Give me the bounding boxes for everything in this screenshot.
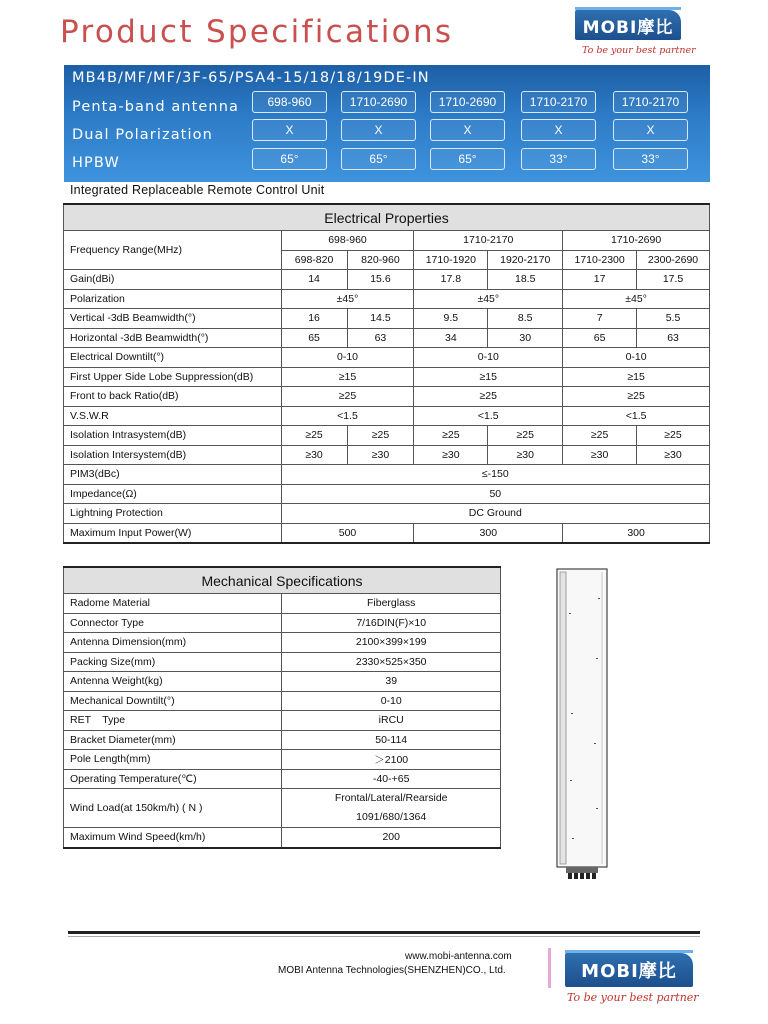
cell: 63 bbox=[347, 328, 414, 348]
row-label: Wind Load(at 150km/h) ( N ) bbox=[64, 789, 282, 828]
footer-logo-text: MOBI摩比 bbox=[581, 961, 677, 982]
table-row bbox=[64, 367, 710, 387]
cell: 50-114 bbox=[282, 730, 501, 750]
footer-url[interactable]: www.mobi-antenna.com bbox=[405, 951, 512, 962]
cell: ≥15 bbox=[563, 367, 710, 387]
cell: 2330×525×350 bbox=[282, 652, 501, 672]
antenna-product-image bbox=[556, 568, 608, 880]
subtitle: Integrated Replaceable Remote Control Unit bbox=[70, 183, 325, 197]
cell: Fiberglass bbox=[282, 594, 501, 614]
table-row bbox=[64, 426, 710, 446]
cell: ≥30 bbox=[414, 445, 488, 465]
banner-pol-cell: X bbox=[252, 119, 327, 141]
cell: 16 bbox=[281, 309, 347, 329]
product-banner bbox=[64, 65, 710, 182]
row-label: Front to back Ratio(dB) bbox=[64, 387, 282, 407]
cell: ≥30 bbox=[281, 445, 347, 465]
row-label: Maximum Wind Speed(km/h) bbox=[64, 828, 282, 848]
row-label: Frequency Range(MHz) bbox=[64, 231, 282, 270]
row-label: Gain(dBi) bbox=[64, 270, 282, 290]
cell: 500 bbox=[281, 523, 414, 543]
cell: 18.5 bbox=[488, 270, 563, 290]
row-label: Isolation Intersystem(dB) bbox=[64, 445, 282, 465]
row-label: Bracket Diameter(mm) bbox=[64, 730, 282, 750]
cell: 7 bbox=[563, 309, 637, 329]
table-row bbox=[64, 484, 710, 504]
banner-hpbw-cell: 33° bbox=[613, 148, 688, 170]
banner-pol-cell: X bbox=[430, 119, 505, 141]
banner-band-cell: 1710-2690 bbox=[341, 91, 416, 113]
cell: 8.5 bbox=[488, 309, 563, 329]
cell: 0-10 bbox=[281, 348, 414, 368]
row-label: Connector Type bbox=[64, 613, 282, 633]
cell: iRCU bbox=[282, 711, 501, 731]
cell: 5.5 bbox=[637, 309, 710, 329]
row-label: Operating Temperature(℃) bbox=[64, 769, 282, 789]
cell: ＞2100 bbox=[282, 750, 501, 770]
row-label: Polarization bbox=[64, 289, 282, 309]
subband: 1920-2170 bbox=[488, 250, 563, 270]
row-label: Mechanical Downtilt(°) bbox=[64, 691, 282, 711]
logo-text: MOBI摩比 bbox=[582, 17, 674, 38]
table-row bbox=[64, 633, 501, 653]
cell: ≥25 bbox=[488, 426, 563, 446]
cell: ≥25 bbox=[414, 426, 488, 446]
cell bbox=[282, 789, 501, 828]
electrical-properties-table bbox=[63, 203, 710, 544]
row-label: Lightning Protection bbox=[64, 504, 282, 524]
table-row bbox=[64, 711, 501, 731]
row-label: Pole Length(mm) bbox=[64, 750, 282, 770]
cell: <1.5 bbox=[563, 406, 710, 426]
row-label: Horizontal -3dB Beamwidth(°) bbox=[64, 328, 282, 348]
cell: 50 bbox=[281, 484, 709, 504]
cell: ≥30 bbox=[488, 445, 563, 465]
mechanical-specifications-table bbox=[63, 566, 501, 849]
banner-band-cell: 1710-2170 bbox=[613, 91, 688, 113]
cell: 65 bbox=[281, 328, 347, 348]
banner-pol-cell: X bbox=[521, 119, 596, 141]
table-row bbox=[64, 445, 710, 465]
cell: 9.5 bbox=[414, 309, 488, 329]
banner-hpbw-cell: 65° bbox=[430, 148, 505, 170]
banner-polarization: Dual Polarization bbox=[72, 127, 213, 143]
banner-hpbw-cell: 65° bbox=[341, 148, 416, 170]
cell: <1.5 bbox=[281, 406, 414, 426]
banner-hpbw-cell: 33° bbox=[521, 148, 596, 170]
table-row bbox=[64, 789, 501, 828]
cell: 300 bbox=[414, 523, 563, 543]
table-row bbox=[64, 289, 710, 309]
banner-antenna-type: Penta-band antenna bbox=[72, 99, 239, 115]
table-row bbox=[64, 504, 710, 524]
cell: ≥30 bbox=[637, 445, 710, 465]
cell: ≥25 bbox=[414, 387, 563, 407]
cell: 0-10 bbox=[282, 691, 501, 711]
banner-pol-cell: X bbox=[613, 119, 688, 141]
cell: -40-+65 bbox=[282, 769, 501, 789]
cell: 63 bbox=[637, 328, 710, 348]
banner-band-cell: 1710-2170 bbox=[521, 91, 596, 113]
row-label: Impedance(Ω) bbox=[64, 484, 282, 504]
row-label: Antenna Dimension(mm) bbox=[64, 633, 282, 653]
row-label: First Upper Side Lobe Suppression(dB) bbox=[64, 367, 282, 387]
subband: 2300-2690 bbox=[637, 250, 710, 270]
cell: ≥25 bbox=[563, 426, 637, 446]
cell: ≥25 bbox=[347, 426, 414, 446]
cell: 14.5 bbox=[347, 309, 414, 329]
banner-pol-cell: X bbox=[341, 119, 416, 141]
brand-logo bbox=[575, 10, 681, 40]
electrical-heading: Electrical Properties bbox=[64, 204, 710, 231]
cell: 17.8 bbox=[414, 270, 488, 290]
table-row bbox=[64, 594, 501, 614]
cell: 17.5 bbox=[637, 270, 710, 290]
table-row bbox=[64, 328, 710, 348]
cell: ±45° bbox=[414, 289, 563, 309]
mechanical-heading: Mechanical Specifications bbox=[64, 567, 501, 594]
row-label: V.S.W.R bbox=[64, 406, 282, 426]
cell: 30 bbox=[488, 328, 563, 348]
row-label: Radome Material bbox=[64, 594, 282, 614]
footer-rule bbox=[68, 931, 700, 934]
subband: 820-960 bbox=[347, 250, 414, 270]
row-label: Vertical -3dB Beamwidth(°) bbox=[64, 309, 282, 329]
cell: ≥30 bbox=[563, 445, 637, 465]
banner-hpbw: HPBW bbox=[72, 155, 120, 171]
footer-divider bbox=[548, 948, 551, 988]
cell: 14 bbox=[281, 270, 347, 290]
cell: 200 bbox=[282, 828, 501, 848]
footer-tagline: To be your best partner bbox=[567, 991, 699, 1004]
banner-band-cell: 698-960 bbox=[252, 91, 327, 113]
table-row bbox=[64, 691, 501, 711]
row-label: Maximum Input Power(W) bbox=[64, 523, 282, 543]
cell: 17 bbox=[563, 270, 637, 290]
model-number: MB4B/MF/MF/3F-65/PSA4-15/18/18/19DE-IN bbox=[72, 70, 430, 86]
row-label: Antenna Weight(kg) bbox=[64, 672, 282, 692]
cell: DC Ground bbox=[281, 504, 709, 524]
table-row bbox=[64, 730, 501, 750]
cell: ≥15 bbox=[414, 367, 563, 387]
cell: 0-10 bbox=[563, 348, 710, 368]
band-group: 698-960 bbox=[281, 231, 414, 251]
table-row bbox=[64, 348, 710, 368]
subband: 1710-2300 bbox=[563, 250, 637, 270]
table-row bbox=[64, 828, 501, 848]
table-row bbox=[64, 465, 710, 485]
band-group: 1710-2170 bbox=[414, 231, 563, 251]
cell: 39 bbox=[282, 672, 501, 692]
cell: ≤-150 bbox=[281, 465, 709, 485]
row-label: Electrical Downtilt(°) bbox=[64, 348, 282, 368]
table-row bbox=[64, 387, 710, 407]
footer-rule-thin bbox=[68, 936, 700, 937]
banner-band-cell: 1710-2690 bbox=[430, 91, 505, 113]
table-row bbox=[64, 672, 501, 692]
table-row bbox=[64, 523, 710, 543]
cell: ±45° bbox=[563, 289, 710, 309]
footer-company: MOBI Antenna Technologies(SHENZHEN)CO., Ltd. bbox=[278, 965, 506, 976]
table-row bbox=[64, 309, 710, 329]
footer-logo bbox=[565, 953, 693, 987]
table-row bbox=[64, 750, 501, 770]
cell: 15.6 bbox=[347, 270, 414, 290]
row-label: RET Type bbox=[64, 711, 282, 731]
table-row bbox=[64, 613, 501, 633]
wind-load-line1: Frontal/Lateral/Rearside bbox=[334, 792, 448, 804]
row-label: Isolation Intrasystem(dB) bbox=[64, 426, 282, 446]
cell: 7/16DIN(F)×10 bbox=[282, 613, 501, 633]
subband: 698-820 bbox=[281, 250, 347, 270]
cell: ≥25 bbox=[281, 426, 347, 446]
wind-load-line2: 1091/680/1364 bbox=[356, 811, 427, 823]
cell: 0-10 bbox=[414, 348, 563, 368]
row-label: PIM3(dBc) bbox=[64, 465, 282, 485]
cell: ≥15 bbox=[281, 367, 414, 387]
banner-hpbw-cell: 65° bbox=[252, 148, 327, 170]
table-row bbox=[64, 270, 710, 290]
cell: ≥25 bbox=[637, 426, 710, 446]
band-group: 1710-2690 bbox=[563, 231, 710, 251]
cell: ≥25 bbox=[281, 387, 414, 407]
cell: <1.5 bbox=[414, 406, 563, 426]
cell: 2100×399×199 bbox=[282, 633, 501, 653]
subband: 1710-1920 bbox=[414, 250, 488, 270]
cell: 300 bbox=[563, 523, 710, 543]
cell: ±45° bbox=[281, 289, 414, 309]
logo-tagline: To be your best partner bbox=[582, 45, 696, 56]
cell: ≥25 bbox=[563, 387, 710, 407]
row-label: Packing Size(mm) bbox=[64, 652, 282, 672]
table-row bbox=[64, 652, 501, 672]
table-row bbox=[64, 406, 710, 426]
cell: ≥30 bbox=[347, 445, 414, 465]
page-title: Product Specifications bbox=[60, 14, 454, 50]
cell: 34 bbox=[414, 328, 488, 348]
table-row bbox=[64, 769, 501, 789]
cell: 65 bbox=[563, 328, 637, 348]
